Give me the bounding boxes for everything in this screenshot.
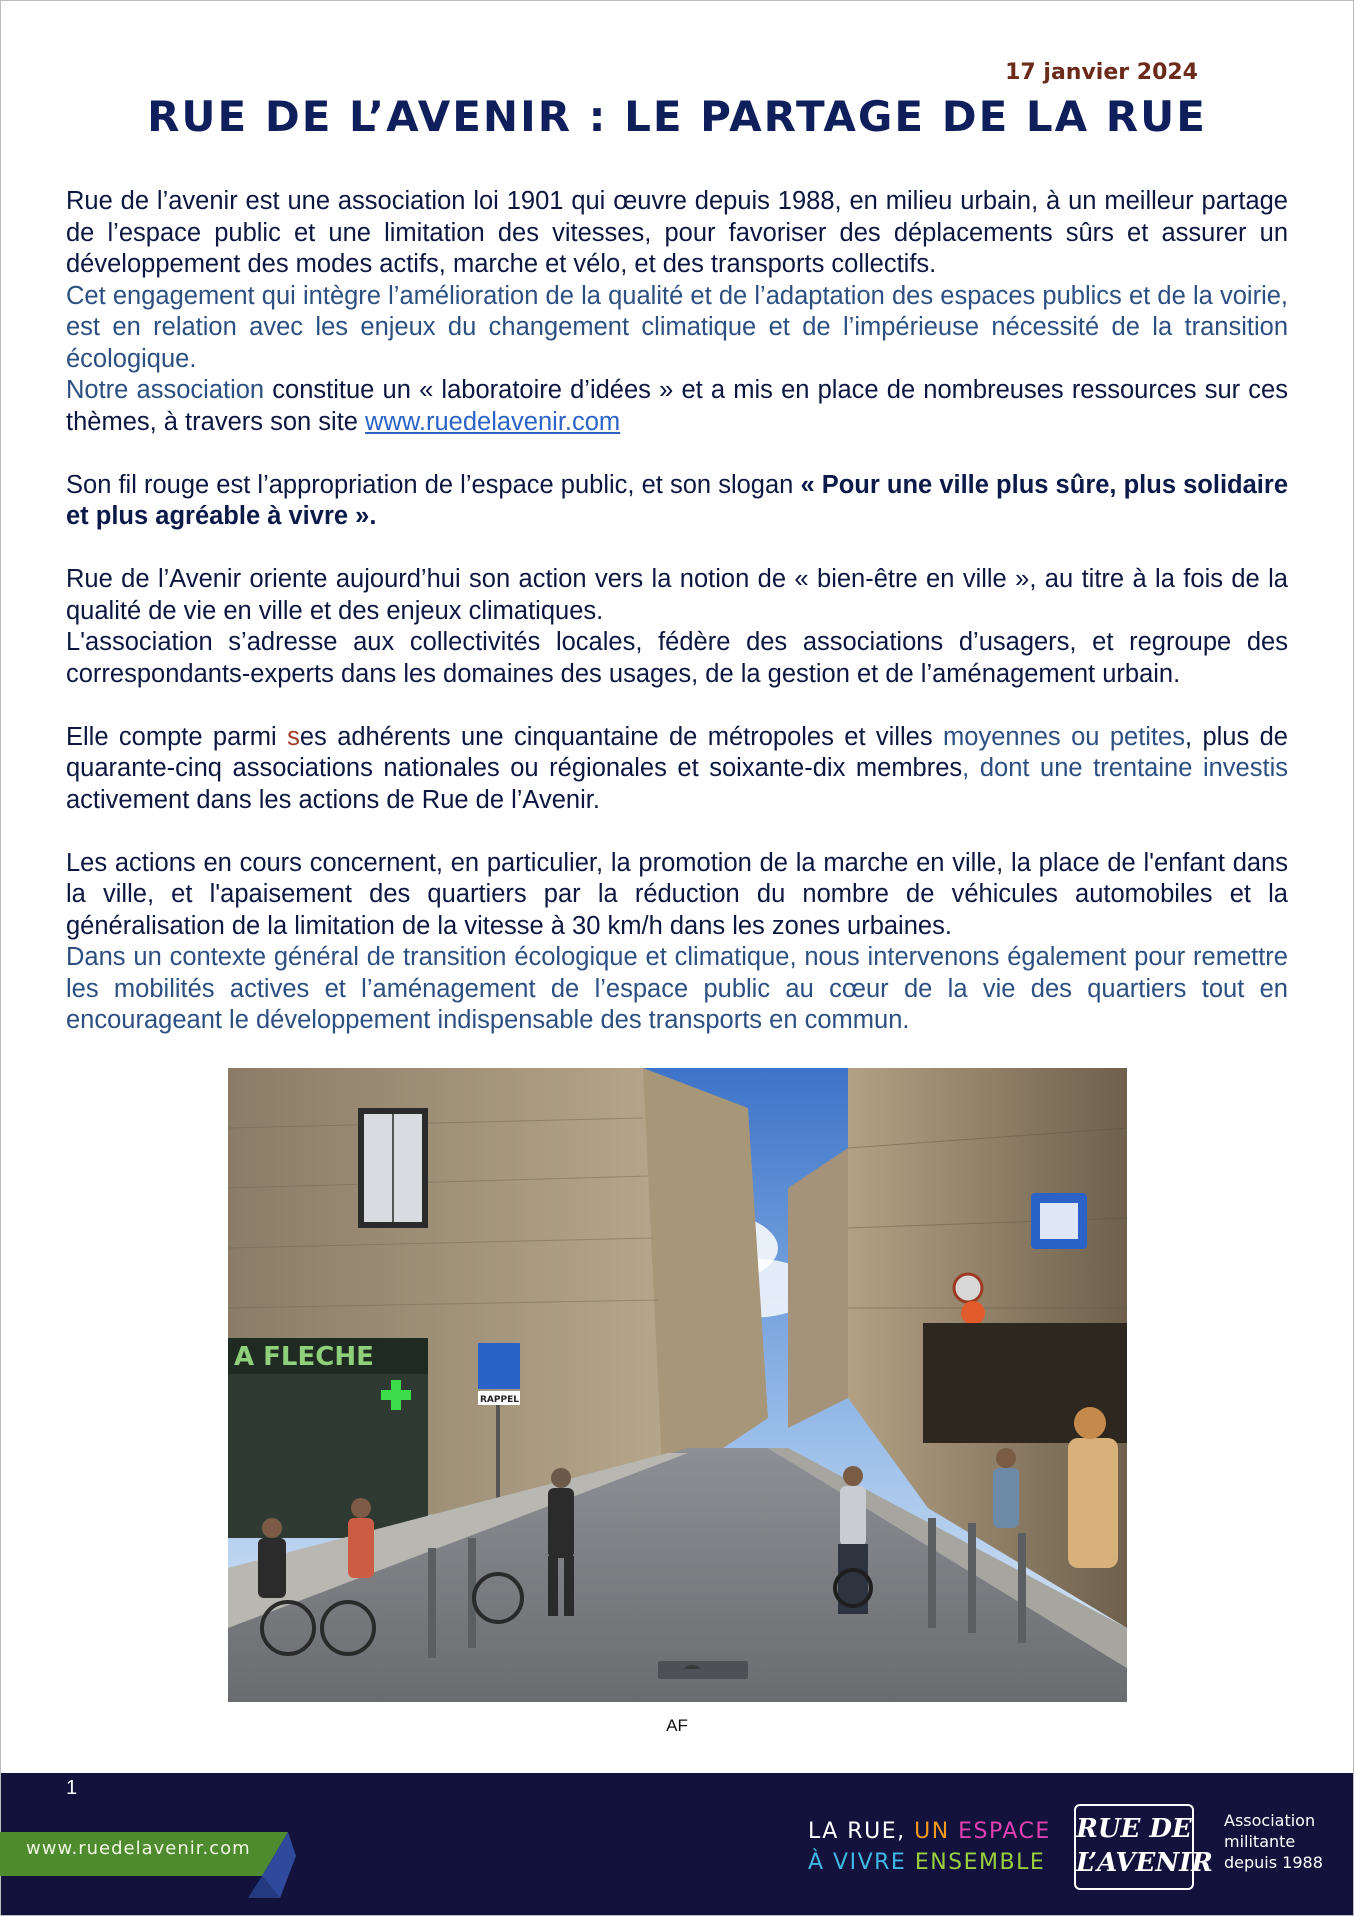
text-adherents-f: activement dans les actions de Rue de l’Avenir. (66, 785, 600, 814)
text-adherents-s: s (287, 722, 300, 751)
document-date: 17 janvier 2024 (1005, 60, 1198, 85)
tagline-line-2 (808, 1847, 1051, 1878)
tagline-a: À (808, 1850, 834, 1875)
text-adherents-a: Elle compte parmi (66, 722, 288, 751)
association-logo (1074, 1804, 1213, 1890)
page-number: 1 (66, 1777, 78, 1799)
paragraph-engagement: Cet engagement qui intègre l’amélioration de la qualité et de l’adaptation des espaces publics et de la voirie, est en relation avec les enjeux du changement climatique et de l’impérieuse nécessité de la transition écologique. (66, 281, 1288, 373)
website-link[interactable]: www.ruedelavenir.com (365, 407, 621, 436)
paragraph-collectivites: L'association s’adresse aux collectivités locales, fédère des associations d’usagers, et regroupe des correspondants-experts dans les domaines des usages, de la gestion et de l’aménagement urbain. (66, 628, 1288, 688)
paragraph-laboratory (66, 375, 1288, 438)
road-sign-text: RAPPEL (480, 1395, 519, 1405)
text-adherents-b: es adhérents une cinquantaine de métropoles et villes (299, 722, 944, 751)
association-note (1224, 1810, 1323, 1873)
tagline-espace: ESPACE (958, 1819, 1051, 1844)
text-adherents-c: moyennes ou petites (943, 722, 1185, 751)
footer-website-link[interactable]: www.ruedelavenir.com (26, 1838, 251, 1859)
text-laboratory: constitue un « laboratoire d’idées » et a mis en place de nombreuses ressources sur ces thèmes, à travers son site (66, 376, 1288, 436)
text-notre-association: Notre association (66, 376, 265, 404)
page-title: RUE DE L’AVENIR : LE PARTAGE DE LA RUE (147, 92, 1207, 141)
paragraph-slogan (66, 470, 1288, 533)
paragraph-intro: Rue de l’avenir est une association loi 1901 qui œuvre depuis 1988, en milieu urbain, à un meilleur partage de l’espace public et une limitation des vitesses, pour favoriser des déplacements sûrs et assurer un développement des modes actifs, marche et vélo, et des transports collectifs. (66, 187, 1288, 278)
tagline-la-rue: LA RUE, (808, 1819, 915, 1844)
slogan: « Pour une ville plus sûre, plus solidaire et plus agréable à vivre ». (66, 470, 1288, 530)
article-body (66, 186, 1288, 1037)
paragraph-adherents (66, 722, 1288, 817)
paragraph-actions: Les actions en cours concernent, en particulier, la promotion de la marche en ville, la place de l'enfant dans la ville, et l'apaisement des quartiers par la réduction du nombre de véhicules automobiles et la généralisation de la limitation de la vitesse à 30 km/h dans les zones urbaines. (66, 848, 1288, 940)
logo-line-2: L’AVENIR (1076, 1848, 1213, 1878)
tagline-line-1 (808, 1816, 1051, 1847)
photo-caption: AF (666, 1716, 688, 1735)
logo-line-1: RUE DE (1076, 1814, 1192, 1844)
tagline-ensemble: ENSEMBLE (914, 1850, 1046, 1875)
text-fil-rouge: Son fil rouge est l’appropriation de l’espace public, et son slogan (66, 470, 801, 499)
paragraph-contexte: Dans un contexte général de transition écologique et climatique, nous intervenons également pour remettre les mobilités actives et l’aménagement de l’espace public au cœur de la vie des quartiers tout en encourageant le développement indispensable des transports en commun. (66, 943, 1288, 1034)
text-adherents-d: , plus de quarante-cinq associations nationales ou régionales et soixante-dix membres (66, 722, 1288, 782)
note-line-1: Association (1224, 1811, 1316, 1830)
logo-lettering (1076, 1812, 1213, 1880)
paragraph-bien-etre: Rue de l’Avenir oriente aujourd’hui son action vers la notion de « bien-être en ville », au titre à la fois de la qualité de vie en ville et des enjeux climatiques. (66, 565, 1288, 625)
tagline (808, 1816, 1051, 1878)
tagline-un: UN (914, 1819, 959, 1844)
tagline-vivre: VIVRE (833, 1850, 915, 1875)
text-adherents-e: , dont une trentaine investis (962, 754, 1288, 782)
street-photo (228, 1068, 1127, 1702)
note-line-2: militante (1224, 1832, 1296, 1851)
note-line-3: depuis 1988 (1224, 1853, 1323, 1872)
shop-sign-text: A FLECHE (234, 1342, 374, 1372)
